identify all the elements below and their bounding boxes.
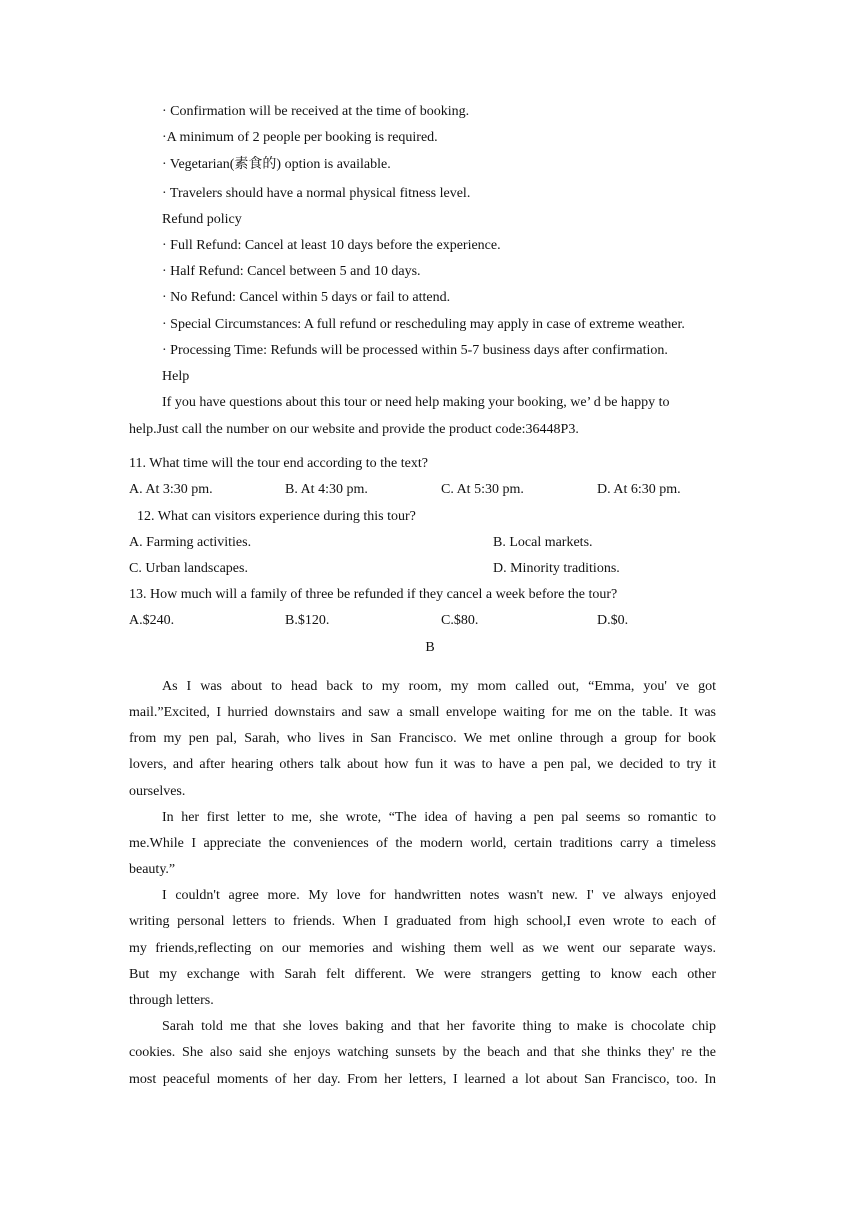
note-line: · Vegetarian(素食的) option is available. [162, 157, 391, 172]
passage-line: But my exchange with Sarah felt different. We were strangers getting to know each other [129, 967, 716, 982]
refund-item: · Processing Time: Refunds will be processed within 5-7 business days after confirmation. [162, 343, 668, 358]
answer-option: A. Farming activities. [129, 535, 252, 550]
passage-line: ourselves. [129, 784, 186, 799]
note-line: · Travelers should have a normal physical fitness level. [162, 186, 471, 201]
note-line: ·A minimum of 2 people per booking is required. [162, 130, 438, 145]
passage-line: writing personal letters to friends. When I graduated from high school,I even wrote to each of [129, 914, 716, 929]
help-line: If you have questions about this tour or need help making your booking, we’ d be happy to [162, 395, 670, 410]
answer-option: D.$0. [597, 613, 629, 628]
answer-option: A. At 3:30 pm. [129, 482, 213, 497]
answer-option: C. At 5:30 pm. [441, 482, 524, 497]
refund-item: · Half Refund: Cancel between 5 and 10 days. [162, 264, 421, 279]
answer-option: D. Minority traditions. [493, 561, 620, 576]
question-stem: 11. What time will the tour end according to the text? [129, 456, 428, 471]
passage-line: lovers, and after hearing others talk about how fun it was to have a pen pal, we decided to try it [129, 757, 716, 772]
answer-option: B. At 4:30 pm. [285, 482, 368, 497]
passage-line: most peaceful moments of her day. From her letters, I learned a lot about San Francisco, too. In [129, 1072, 716, 1087]
answer-option: B. Local markets. [493, 535, 593, 550]
help-heading: Help [162, 369, 190, 384]
section-heading: B [425, 640, 435, 655]
passage-line: my friends,reflecting on our memories and wishing them well as we went our separate ways. [129, 941, 716, 956]
passage-line: Sarah told me that she loves baking and that her favorite thing to make is chocolate chip [162, 1019, 716, 1034]
answer-option: D. At 6:30 pm. [597, 482, 681, 497]
question-stem: 12. What can visitors experience during this tour? [137, 509, 416, 524]
answer-option: C.$80. [441, 613, 479, 628]
answer-option: C. Urban landscapes. [129, 561, 248, 576]
passage-line: In her first letter to me, she wrote, “The idea of having a pen pal seems so romantic to [162, 810, 716, 825]
question-stem: 13. How much will a family of three be refunded if they cancel a week before the tour? [129, 587, 618, 602]
passage-line: through letters. [129, 993, 214, 1008]
passage-line: I couldn't agree more. My love for handwritten notes wasn't new. I' ve always enjoyed [162, 888, 716, 903]
refund-heading: Refund policy [162, 212, 242, 227]
refund-item: · Special Circumstances: A full refund or rescheduling may apply in case of extreme weather. [162, 317, 685, 332]
passage-line: beauty.” [129, 862, 176, 877]
refund-item: · Full Refund: Cancel at least 10 days before the experience. [162, 238, 501, 253]
answer-option: B.$120. [285, 613, 330, 628]
passage-line: me.While I appreciate the conveniences of the modern world, certain traditions carry a timeless [129, 836, 716, 851]
answer-option: A.$240. [129, 613, 175, 628]
passage-line: from my pen pal, Sarah, who lives in San Francisco. We met online through a group for book [129, 731, 716, 746]
help-line: help.Just call the number on our website and provide the product code:36448P3. [129, 422, 579, 437]
refund-item: · No Refund: Cancel within 5 days or fail to attend. [162, 290, 451, 305]
passage-line: cookies. She also said she enjoys watching sunsets by the beach and that she thinks they' re the [129, 1045, 716, 1060]
passage-line: mail.”Excited, I hurried downstairs and saw a small envelope waiting for me on the table. It was [129, 705, 716, 720]
passage-line: As I was about to head back to my room, my mom called out, “Emma, you' ve got [162, 679, 716, 694]
note-line: · Confirmation will be received at the time of booking. [162, 104, 470, 119]
